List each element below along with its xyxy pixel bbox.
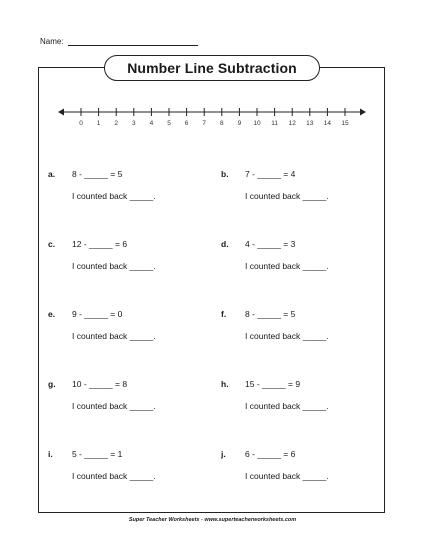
problem-letter: h.	[221, 379, 229, 389]
number-line-tick-label: 4	[149, 120, 154, 127]
counted-back-prompt[interactable]: I counted back _____.	[72, 401, 156, 411]
number-line-tick-label: 8	[219, 120, 224, 127]
problem-letter: d.	[221, 239, 229, 249]
number-line-tick-label: 6	[184, 120, 189, 127]
problem-equation[interactable]: 5 - _____ = 1	[72, 449, 123, 459]
counted-back-prompt[interactable]: I counted back _____.	[72, 471, 156, 481]
counted-back-prompt[interactable]: I counted back _____.	[72, 191, 156, 201]
number-line-tick-label: 9	[237, 120, 242, 127]
counted-back-prompt[interactable]: I counted back _____.	[245, 331, 329, 341]
number-line-tick-label: 12	[288, 120, 296, 127]
problem-letter: f.	[221, 309, 227, 319]
counted-back-prompt[interactable]: I counted back _____.	[245, 191, 329, 201]
problem-equation[interactable]: 6 - _____ = 6	[245, 449, 296, 459]
problem-equation[interactable]: 12 - _____ = 6	[72, 239, 128, 249]
problem-letter: j.	[221, 449, 226, 459]
problem-letter: g.	[48, 379, 56, 389]
number-line-tick-label: 11	[271, 120, 278, 127]
problem-equation[interactable]: 8 - _____ = 5	[245, 309, 296, 319]
problem-equation[interactable]: 8 - _____ = 5	[72, 169, 123, 179]
counted-back-prompt[interactable]: I counted back _____.	[245, 471, 329, 481]
number-line	[58, 105, 368, 129]
problem-equation[interactable]: 7 - _____ = 4	[245, 169, 296, 179]
number-line-tick-label: 1	[96, 120, 101, 127]
arrow-right-icon	[360, 109, 366, 116]
footer-credit: Super Teacher Worksheets - www.superteacherworksheets.com	[128, 517, 297, 523]
number-line-tick-label: 15	[341, 120, 349, 127]
problem-equation[interactable]: 10 - _____ = 8	[72, 379, 128, 389]
worksheet-title: Number Line Subtraction	[104, 55, 320, 81]
number-line-tick-label: 5	[167, 120, 171, 127]
name-blank-line[interactable]	[68, 37, 198, 46]
name-label: Name:	[40, 37, 64, 46]
problem-letter: b.	[221, 169, 229, 179]
problem-letter: e.	[48, 309, 56, 319]
problem-equation[interactable]: 9 - _____ = 0	[72, 309, 123, 319]
name-field-row	[40, 37, 198, 46]
counted-back-prompt[interactable]: I counted back _____.	[72, 261, 156, 271]
number-line-tick-label: 0	[79, 120, 83, 127]
number-line-tick-label: 3	[131, 120, 136, 127]
counted-back-prompt[interactable]: I counted back _____.	[245, 401, 329, 411]
problem-equation[interactable]: 4 - _____ = 3	[245, 239, 296, 249]
counted-back-prompt[interactable]: I counted back _____.	[72, 331, 156, 341]
worksheet-frame	[38, 67, 385, 513]
number-line-tick-label: 7	[202, 120, 207, 127]
counted-back-prompt[interactable]: I counted back _____.	[245, 261, 329, 271]
number-line-tick-label: 2	[114, 120, 119, 127]
problem-letter: i.	[48, 449, 53, 459]
problem-letter: c.	[48, 239, 56, 249]
problem-letter: a.	[48, 169, 56, 179]
number-line-tick-label: 10	[253, 120, 261, 127]
arrow-left-icon	[58, 109, 64, 116]
number-line-tick-label: 14	[323, 120, 332, 127]
problem-equation[interactable]: 15 - _____ = 9	[245, 379, 301, 389]
number-line-tick-label: 13	[306, 120, 314, 127]
